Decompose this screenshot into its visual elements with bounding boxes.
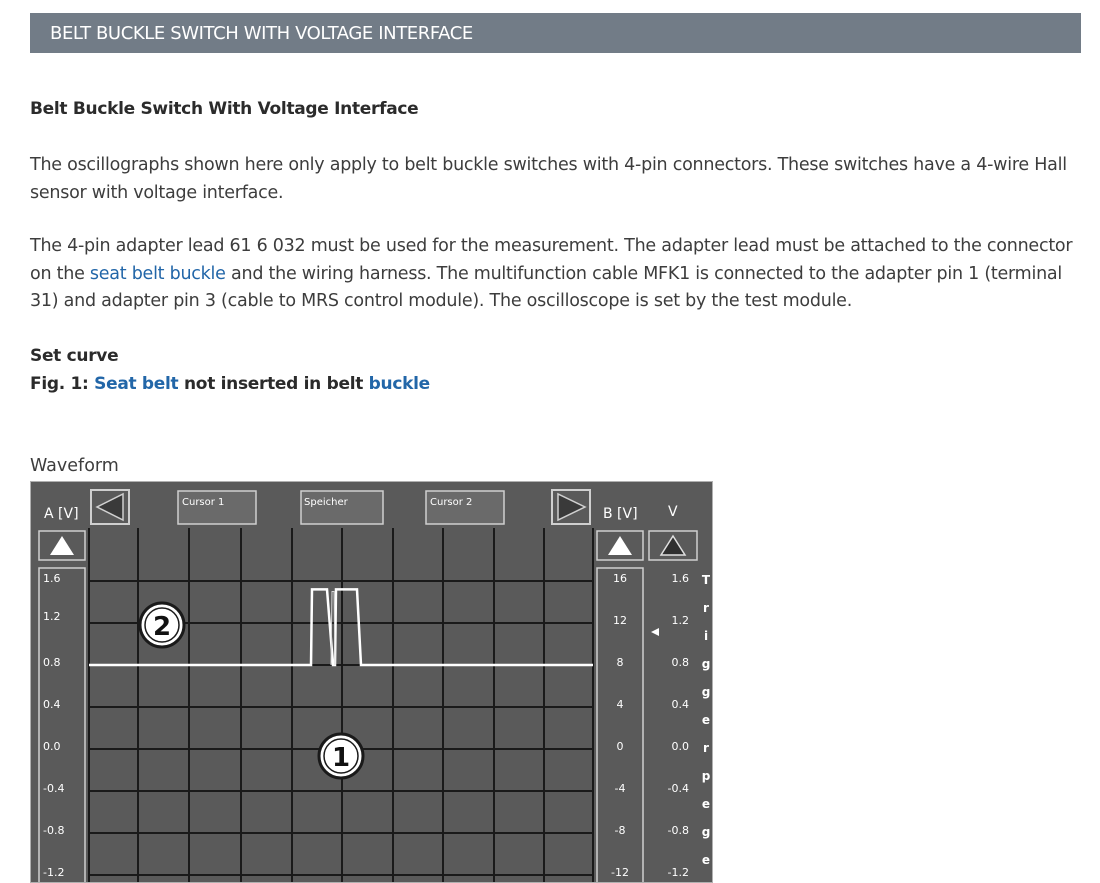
trigger-label: [702, 573, 711, 867]
oscilloscope-panel: [30, 481, 713, 883]
marker-2-label: 2: [152, 612, 172, 642]
b-tick-label: 8: [616, 656, 624, 669]
waveform-label: Waveform: [30, 456, 119, 476]
v-tick-label: 0.0: [671, 740, 689, 753]
v-tick-label: -0.4: [667, 782, 689, 795]
a-tick-label: -0.4: [43, 782, 65, 795]
trigger-letter: e: [701, 713, 711, 727]
seat-belt-buckle-link[interactable]: seat belt buckle: [89, 263, 226, 284]
marker-1: [319, 734, 363, 778]
section-title: Belt Buckle Switch With Voltage Interface: [30, 99, 419, 119]
cursor2-label: Cursor 2: [430, 497, 473, 508]
trigger-letter: e: [701, 797, 711, 811]
a-tick-label: 1.2: [43, 610, 61, 623]
marker-2: [140, 603, 184, 647]
a-scale-up-button[interactable]: [39, 531, 85, 560]
trigger-letter: p: [701, 769, 711, 783]
a-tick-label: -0.8: [43, 824, 65, 837]
paragraph-text: The 4-pin adapter lead 61 6 032 must be used for the measurement. The adapter lead must be attached to the connector on the: [30, 236, 1073, 284]
v-tick-label: 1.2: [671, 614, 689, 627]
v-tick-label: 1.6: [671, 572, 689, 585]
axis-v-label: V: [668, 504, 678, 520]
a-tick-label: -1.2: [43, 866, 65, 879]
b-tick-label: -4: [614, 782, 626, 795]
a-tick-label: 0.4: [43, 698, 61, 711]
v-scale-up-button[interactable]: [649, 531, 697, 560]
trigger-letter: r: [703, 601, 709, 615]
trigger-level-icon: [651, 628, 659, 636]
axis-a-label: A [V]: [44, 506, 79, 522]
scroll-right-button[interactable]: [552, 490, 590, 524]
v-tick-label: -1.2: [667, 866, 689, 879]
trigger-letter: g: [701, 685, 711, 699]
b-tick-label: -12: [611, 866, 629, 879]
b-tick-label: 4: [616, 698, 624, 711]
marker-1-label: 1: [331, 743, 351, 773]
figure-middle: not inserted in belt: [178, 374, 369, 394]
seat-belt-link[interactable]: Seat belt: [94, 374, 179, 394]
paragraph-intro: The oscillographs shown here only apply to belt buckle switches with 4-pin connectors. These switches have a 4-wire Hall sensor with voltage interface.: [30, 155, 1067, 203]
trigger-letter: i: [703, 629, 709, 643]
page-header-title: BELT BUCKLE SWITCH WITH VOLTAGE INTERFACE: [50, 23, 473, 44]
scroll-left-button[interactable]: [91, 490, 129, 524]
b-tick-label: -8: [614, 824, 626, 837]
paragraph-text: and the wiring harness. The multifunction cable MFK1 is connected to the adapter pin 1 (terminal 31) and adapter pin 3 (cable to MRS control module). The oscilloscope is set by the test module.: [30, 263, 1063, 311]
b-tick-label: 16: [613, 572, 627, 585]
a-tick-label: 0.0: [43, 740, 61, 753]
trigger-letter: T: [701, 573, 711, 587]
v-tick-label: -0.8: [667, 824, 689, 837]
plot-grid: [89, 528, 593, 883]
figure-caption: [30, 374, 430, 394]
v-tick-label: 0.4: [671, 698, 689, 711]
set-curve-heading: Set curve: [30, 346, 119, 366]
page-header: [30, 13, 1081, 53]
v-tick-label: 0.8: [671, 656, 689, 669]
trigger-letter: g: [701, 825, 711, 839]
buckle-link[interactable]: buckle: [368, 374, 430, 394]
axis-b-label: B [V]: [603, 506, 638, 522]
cursor2-button[interactable]: [426, 491, 504, 524]
paragraph-measurement: [30, 233, 1090, 316]
trigger-letter: g: [701, 657, 711, 671]
trigger-letter: r: [703, 741, 709, 755]
a-tick-label: 1.6: [43, 572, 61, 585]
b-tick-label: 12: [613, 614, 627, 627]
trigger-letter: e: [701, 853, 711, 867]
figure-prefix: Fig. 1:: [30, 374, 95, 394]
oscilloscope-svg: [31, 482, 713, 883]
speicher-button[interactable]: [301, 491, 383, 524]
cursor1-label: Cursor 1: [182, 497, 225, 508]
b-scale-up-button[interactable]: [597, 531, 643, 560]
b-tick-label: 0: [616, 740, 624, 753]
a-tick-label: 0.8: [43, 656, 61, 669]
cursor1-button[interactable]: [178, 491, 256, 524]
speicher-label: Speicher: [304, 497, 348, 508]
